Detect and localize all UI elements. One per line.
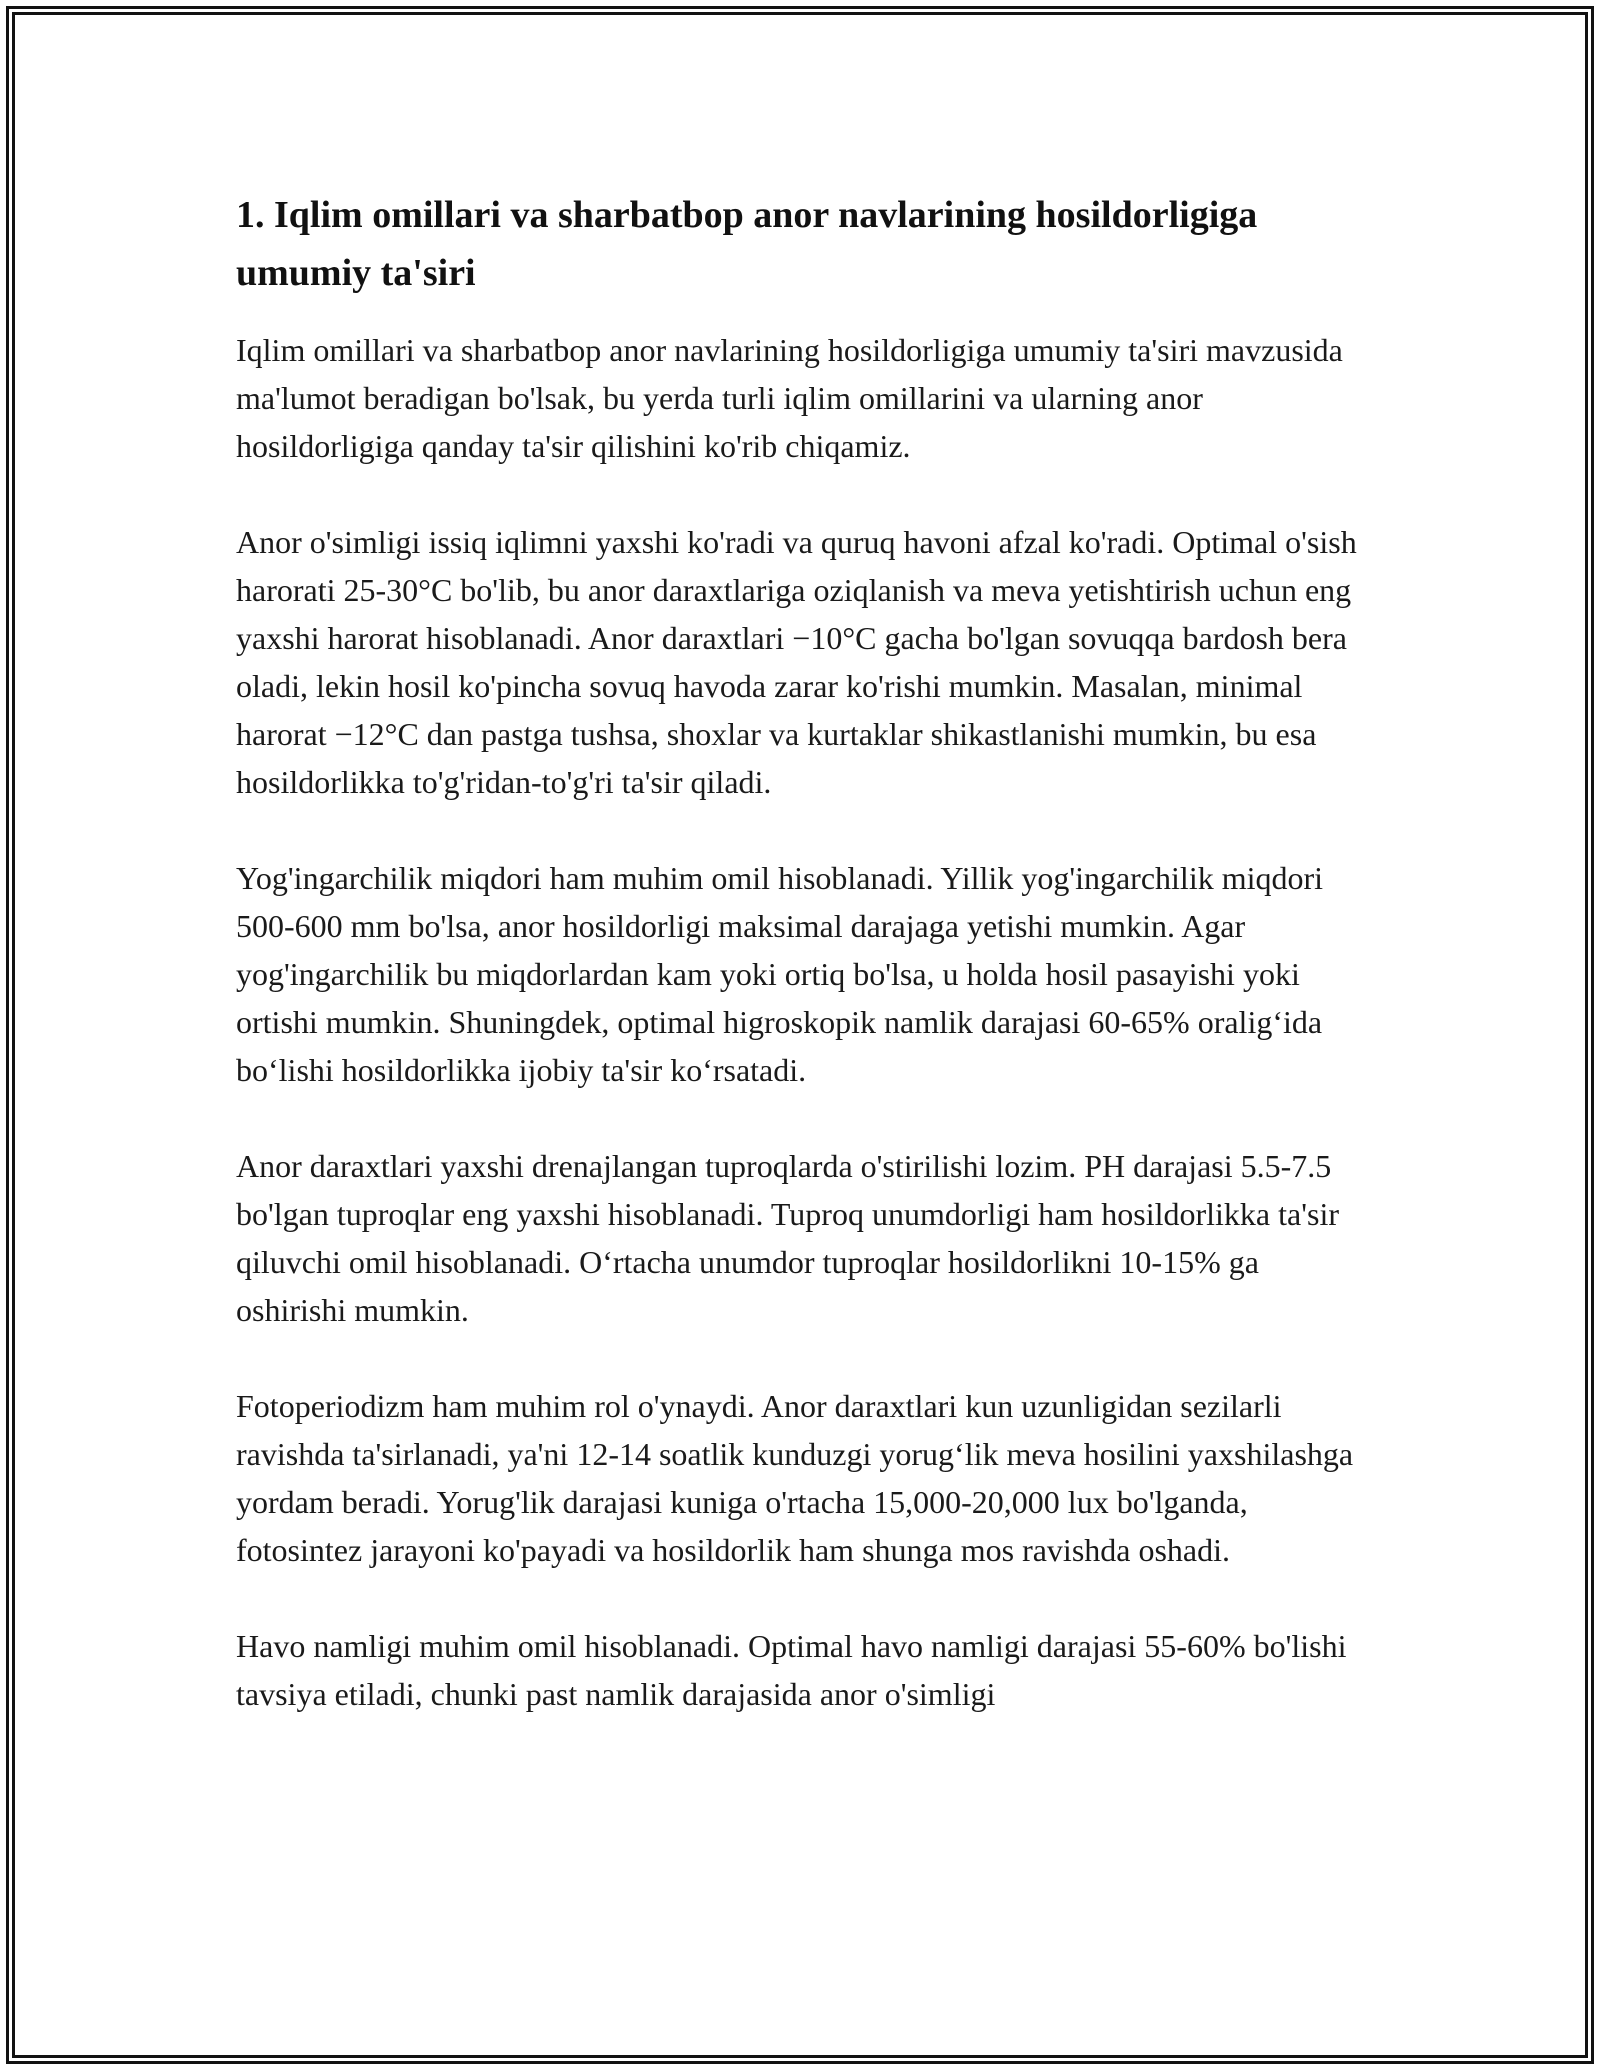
paragraph-humidity: Havo namligi muhim omil hisoblanadi. Optimal havo namligi darajasi 55-60% bo'lishi tavsiya etiladi, chunki past namlik darajasida anor o'simligi <box>236 1628 1347 1712</box>
paragraph-photoperiod: Fotoperiodizm ham muhim rol o'ynaydi. Anor daraxtlari kun uzunligidan sezilarli ravishda ta'sirlanadi, ya'ni 12-14 soatlik kunduzgi yorug‘lik meva hosilini yaxshilashga yordam beradi. Yorug'lik darajasi kuniga o'rtacha 15,000-20,000 lux bo'lganda, fotosintez jarayoni ko'payadi va hosildorlik ham shunga mos ravishda oshadi. <box>236 1388 1354 1568</box>
paragraph-precipitation: Yog'ingarchilik miqdori ham muhim omil hisoblanadi. Yillik yog'ingarchilik miqdori 500-600 mm bo'lsa, anor hosildorligi maksimal darajaga yetishi mumkin. Agar yog'ingarchilik bu miqdorlardan kam yoki ortiq bo'lsa, u holda hosil pasayishi yoki ortishi mumkin. Shuningdek, optimal higroskopik namlik darajasi 60-65% oralig‘ida bo‘lishi hosildorlikka ijobiy ta'sir ko‘rsatadi. <box>236 860 1324 1088</box>
paragraph-temperature: Anor o'simligi issiq iqlimni yaxshi ko'radi va quruq havoni afzal ko'radi. Optimal o'sish harorati 25-30°C bo'lib, bu anor daraxtlariga oziqlanish va meva yetishtirish uchun eng yaxshi harorat hisoblanadi. Anor daraxtlari −10°C gacha bo'lgan sovuqqa bardosh bera oladi, lekin hosil ko'pincha sovuq havoda zarar ko'rishi mumkin. Masalan, minimal harorat −12°C dan pastga tushsa, shoxlar va kurtaklar shikastlanishi mumkin, bu esa hosildorlikka to'g'ridan-to'g'ri ta'sir qiladi. <box>236 524 1357 800</box>
section-heading: 1. Iqlim omillari va sharbatbop anor navlarining hosildorligiga umumiy ta'siri <box>236 194 1258 294</box>
document-body <box>236 186 1376 1766</box>
paragraph-intro: Iqlim omillari va sharbatbop anor navlarining hosildorligiga umumiy ta'siri mavzusida ma'lumot beradigan bo'lsak, bu yerda turli iqlim omillarini va ularning anor hosildorligiga qanday ta'sir qilishini ko'rib chiqamiz. <box>236 332 1343 464</box>
paragraph-soil: Anor daraxtlari yaxshi drenajlangan tuproqlarda o'stirilishi lozim. PH darajasi 5.5-7.5 bo'lgan tuproqlar eng yaxshi hisoblanadi. Tuproq unumdorligi ham hosildorlikka ta'sir qiluvchi omil hisoblanadi. O‘rtacha unumdor tuproqlar hosildorlikni 10-15% ga oshirishi mumkin. <box>236 1148 1339 1328</box>
